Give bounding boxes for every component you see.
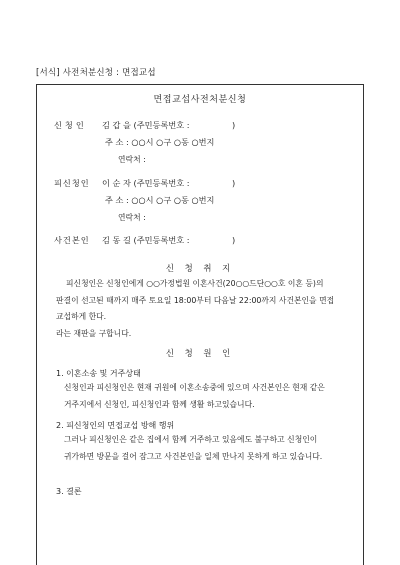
applicant-bracket: )	[232, 120, 236, 130]
respondent-address: 주 소 : ○○시 ○구 ○동 ○번지	[105, 195, 215, 205]
respondent-name-line: 이 순 자 (주민등록번호 :	[102, 178, 190, 188]
respondent-bracket: )	[232, 178, 236, 188]
reason-line: 신청인과 피신청인은 현재 귀원에 이혼소송중에 있으며 사건본인은 현재 같은	[64, 383, 325, 392]
document-title: 면접교섭사전처분신청	[153, 95, 247, 105]
child-role: 사건본인	[54, 235, 90, 245]
applicant-address: 주 소 : ○○시 ○구 ○동 ○번지	[105, 137, 215, 147]
respondent-role: 피신청인	[54, 178, 90, 188]
respondent-contact: 연락처 :	[118, 213, 146, 222]
reason-line: 귀가하면 방문을 걸어 잠그고 사건본인을 일체 만나지 못하게 하고 있습니다.	[64, 451, 323, 461]
purpose-line: 피신청인은 신청인에게 ○○가정법원 이혼사건(20○○드단○○호 이혼 등)의	[66, 279, 324, 288]
child-bracket: )	[232, 235, 236, 245]
purpose-body	[56, 276, 366, 342]
applicant-role: 신청인	[54, 120, 87, 130]
reason-item-heading: 1. 이혼소송 및 거주상태	[56, 369, 141, 378]
reasons-heading: 신 청 원 인	[165, 348, 235, 358]
reason-line: 거주지에서 신청인, 피신청인과 함께 생활 하고있습니다.	[64, 399, 255, 409]
reason-item-heading: 2. 피신청인의 면접교섭 방해 행위	[56, 421, 175, 430]
form-label: [서식] 사전처분신청 : 면접교섭	[36, 68, 156, 78]
applicant-contact: 연락처 :	[118, 155, 146, 164]
purpose-heading: 신 청 취 지	[165, 263, 235, 273]
applicant-name-line: 김 갑 을 (주민등록번호 :	[102, 120, 190, 130]
child-name-line: 김 동 길 (주민등록번호 :	[102, 235, 190, 245]
reason-item-heading: 3. 결론	[56, 487, 82, 496]
purpose-line: 라는 재판을 구합니다.	[56, 328, 132, 338]
purpose-line: 판결이 선고된 때까지 매주 토요일 18:00부터 다음날 22:00까지 사건본인을 면접	[56, 295, 335, 305]
purpose-line: 교섭하게 한다.	[56, 312, 107, 321]
reason-item-body	[64, 380, 364, 413]
reason-item-body	[64, 432, 364, 465]
reason-line: 그러나 피신청인은 같은 집에서 함께 거주하고 있음에도 불구하고 신청인이	[64, 435, 318, 444]
